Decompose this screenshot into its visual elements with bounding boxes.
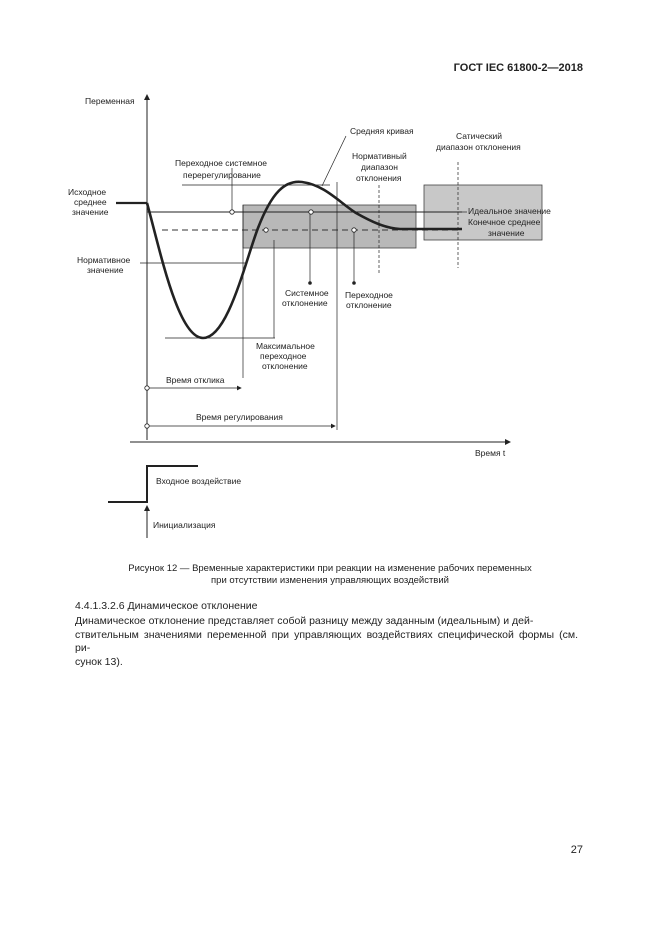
section-title: 4.4.1.3.2.6 Динамическое отклонение [75,600,258,612]
figure-label-system-deviation-2: отклонение [282,298,328,308]
figure-caption-line-2: при отсутствии изменения управляющих воздействий [211,575,449,586]
figure-label-normative-range-2: диапазон [361,162,398,172]
page-number: 27 [570,844,583,856]
para-line: сунок 13). [75,655,123,668]
figure-label-average-curve: Средняя кривая [350,126,414,136]
document-header: ГОСТ IEC 61800-2—2018 [453,62,583,74]
figure-label-normative-value-2: значение [87,265,124,275]
figure-label-regulation-time: Время регулирования [196,412,283,422]
figure-label-max-transient-2: переходное [260,351,307,361]
figure-caption-line-1: Рисунок 12 — Временные характеристики при реакции на изменение рабочих переменных [128,563,532,574]
figure-label-transient-deviation-2: отклонение [346,300,392,310]
figure-label-initialization: Инициализация [153,520,216,530]
figure-label-ideal-value: Идеальное значение [468,206,551,216]
figure-label-initial-avg-2: среднее [74,197,107,207]
figure-label-response-time: Время отклика [166,375,225,385]
figure-label-final-avg-2: значение [488,228,525,238]
figure-label-max-transient-1: Максимальное [256,341,315,351]
para-line: Динамическое отклонение представляет собой разницу между заданным (идеальным) и дей- [75,615,534,627]
y-axis-label: Переменная [85,96,135,106]
figure-label-static-range-2: диапазон отклонения [436,142,521,152]
figure-label-max-transient-3: отклонение [262,361,308,371]
x-axis-label: Время t [475,448,506,458]
figure-label-input-action: Входное воздействие [156,476,242,486]
section-paragraph [75,615,578,669]
figure-label-normative-range-1: Нормативный [352,151,407,161]
figure-label-normative-value-1: Нормативное [77,255,131,265]
figure-label-normative-range-3: отклонения [356,173,402,183]
figure-label-transient-sys-overshoot-1: Переходное системное [175,158,268,168]
figure-label-initial-avg-1: Исходное [68,187,107,197]
figure-label-transient-deviation-1: Переходное [345,290,393,300]
figure-label-transient-sys-overshoot-2: перерегулирование [183,170,261,180]
figure-label-initial-avg-3: значение [72,207,109,217]
para-line: ствительным значениями переменной при управляющих воздействиях специфической формы (см. ри- [75,628,578,654]
figure-label-system-deviation-1: Системное [285,288,329,298]
figure-label-static-range-1: Сатический [456,131,503,141]
figure-label-final-avg-1: Конечное среднее [468,217,541,227]
